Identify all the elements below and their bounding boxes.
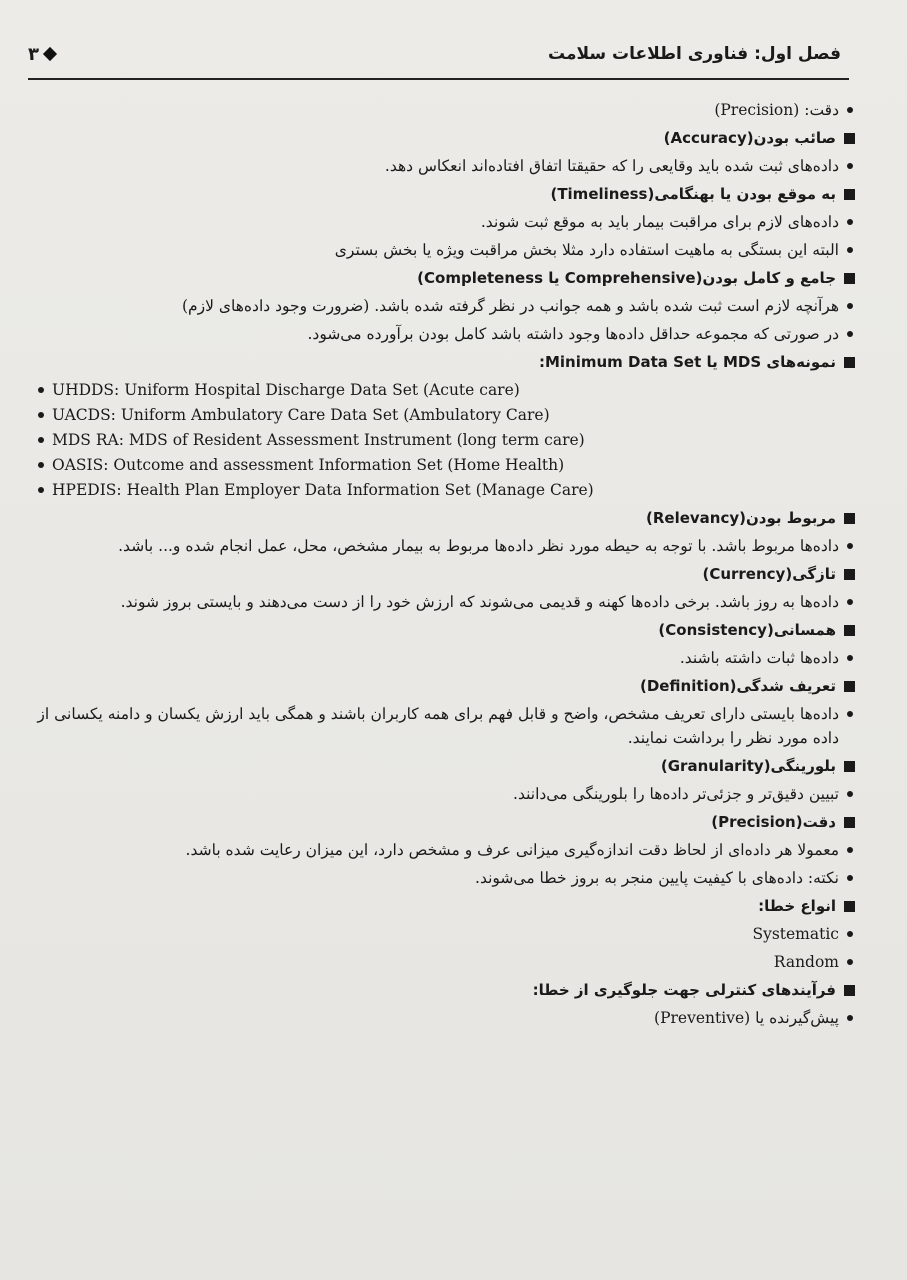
list-item [38,403,857,427]
list-item-text: OASIS: Outcome and assessment Information Set (Home Health) [52,456,565,474]
square-bullet-icon [844,569,855,580]
list-item-text: پیش‌گیرنده یا (Preventive) [654,1009,839,1027]
list-item [28,922,857,946]
bullet-dot-icon [38,437,44,443]
bullet-dot-icon [847,791,853,797]
list-item [28,98,857,122]
list-item [28,238,857,262]
list-item-text: معمولا هر داده‌ای از لحاظ دقت اندازه‌گیری میزانی عرف و مشخص دارد، این میزان رعایت شده باشد. [185,841,839,859]
heading-text: نمونه‌های MDS یا Minimum Data Set: [538,353,836,371]
list-item [28,838,857,862]
square-bullet-icon [844,133,855,144]
list-item [38,428,857,452]
list-item [38,453,857,477]
list-item [28,1006,857,1030]
list-item [28,534,857,558]
section-heading [28,894,857,918]
list-item [28,590,857,614]
bullet-dot-icon [847,711,853,717]
square-bullet-icon [844,817,855,828]
bullet-dot-icon [847,107,853,113]
list-item [28,702,857,750]
bullet-dot-icon [847,303,853,309]
section-heading [28,562,857,586]
list-item-text: داده‌ها مربوط باشد. با توجه به حیطه مورد نظر داده‌ها مربوط به بیمار مشخص، محل، عمل انجام شده و... باشد. [118,537,839,555]
heading-text: دقت(Precision) [711,813,836,831]
page-number: ۳ [28,43,39,65]
list-item-text: UACDS: Uniform Ambulatory Care Data Set (Ambulatory Care) [52,406,550,424]
square-bullet-icon [844,273,855,284]
list-item-text: نکته: داده‌های با کیفیت پایین منجر به بروز خطا می‌شوند. [475,869,839,887]
bullet-dot-icon [38,487,44,493]
heading-text: مربوط بودن(Relevancy) [645,509,836,527]
square-bullet-icon [844,761,855,772]
section-heading [28,978,857,1002]
bullet-dot-icon [847,959,853,965]
list-item-text: هرآنچه لازم است ثبت شده باشد و همه جوانب در نظر گرفته شده باشد. (ضرورت وجود داده‌های لازم) [182,297,839,315]
list-item-text: تبیین دقیق‌تر و جزئی‌تر داده‌ها را بلورینگی می‌دانند. [513,785,839,803]
bullet-dot-icon [847,219,853,225]
heading-text: فرآیندهای کنترلی جهت جلوگیری از خطا: [532,981,836,999]
list-item-text: داده‌ها بایستی دارای تعریف مشخص، واضح و قابل فهم برای همه کاربران باشند و همگی باید ارزش یکسان و دامنه یکسانی از داده مورد نظر را برداشت نمایند. [37,705,839,747]
bullet-dot-icon [38,387,44,393]
section-heading [28,126,857,150]
list-item [28,782,857,806]
list-item-text: داده‌ها به روز باشد. برخی داده‌ها کهنه و قدیمی می‌شوند که ارزش خود را از دست می‌دهند و بایستی بروز شوند. [120,593,839,611]
list-item [28,322,857,346]
square-bullet-icon [844,681,855,692]
bullet-dot-icon [847,875,853,881]
bullet-dot-icon [847,163,853,169]
page-number-group [28,44,55,65]
list-item-text: داده‌ها ثبات داشته باشند. [679,649,839,667]
list-item-text: البته این بستگی به ماهیت استفاده دارد مثلا بخش مراقبت ویژه یا بخش بستری [334,241,839,259]
bullet-dot-icon [847,599,853,605]
list-item-text: داده‌های ثبت شده باید وقایعی را که حقیقتا اتفاق افتاده‌اند انعکاس دهد. [384,157,839,175]
list-item-text: در صورتی که مجموعه حداقل داده‌ها وجود داشته باشد کامل بودن برآورده می‌شود. [307,325,839,343]
heading-text: به موقع بودن یا بهنگامی(Timeliness) [550,185,836,203]
diamond-icon [43,47,57,61]
square-bullet-icon [844,513,855,524]
square-bullet-icon [844,189,855,200]
list-item [38,378,857,402]
square-bullet-icon [844,985,855,996]
list-item-text: Random [773,953,839,971]
heading-text: همسانی(Consistency) [658,621,836,639]
heading-text: تعریف شدگی(Definition) [639,677,836,695]
bullet-dot-icon [847,1015,853,1021]
mds-examples-list [38,378,857,502]
heading-text: بلورینگی(Granularity) [660,757,836,775]
list-item [28,950,857,974]
bullet-dot-icon [847,543,853,549]
section-heading [28,266,857,290]
list-item-text: داده‌های لازم برای مراقبت بیمار باید به موقع ثبت شوند. [480,213,839,231]
square-bullet-icon [844,901,855,912]
bullet-dot-icon [847,247,853,253]
section-heading [28,182,857,206]
list-item-text: UHDDS: Uniform Hospital Discharge Data Set (Acute care) [52,381,520,399]
section-heading [28,674,857,698]
list-item-text: دقت: (Precision) [714,101,839,119]
list-item [28,154,857,178]
square-bullet-icon [844,357,855,368]
chapter-title: فصل اول: فناوری اطلاعات سلامت [547,44,841,64]
heading-text: جامع و کامل بودن(Comprehensive یا Completeness) [417,269,836,287]
section-heading [28,350,857,374]
list-item [28,866,857,890]
heading-text: صائب بودن(Accuracy) [663,129,836,147]
list-item [28,646,857,670]
list-item-text: MDS RA: MDS of Resident Assessment Instrument (long term care) [52,431,585,449]
page-content [28,94,857,1034]
list-item-text: Systematic [752,925,839,943]
list-item [38,478,857,502]
section-heading [28,810,857,834]
square-bullet-icon [844,625,855,636]
bullet-dot-icon [38,462,44,468]
list-item-text: HPEDIS: Health Plan Employer Data Information Set (Manage Care) [52,481,594,499]
list-item [28,210,857,234]
heading-text: تازگی(Currency) [702,565,836,583]
heading-text: انواع خطا: [758,897,836,915]
bullet-dot-icon [847,847,853,853]
bullet-dot-icon [847,655,853,661]
section-heading [28,506,857,530]
bullet-dot-icon [847,931,853,937]
bullet-dot-icon [847,331,853,337]
section-heading [28,618,857,642]
list-item [28,294,857,318]
section-heading [28,754,857,778]
header-divider [28,78,849,80]
bullet-dot-icon [38,412,44,418]
page-header [28,34,841,74]
